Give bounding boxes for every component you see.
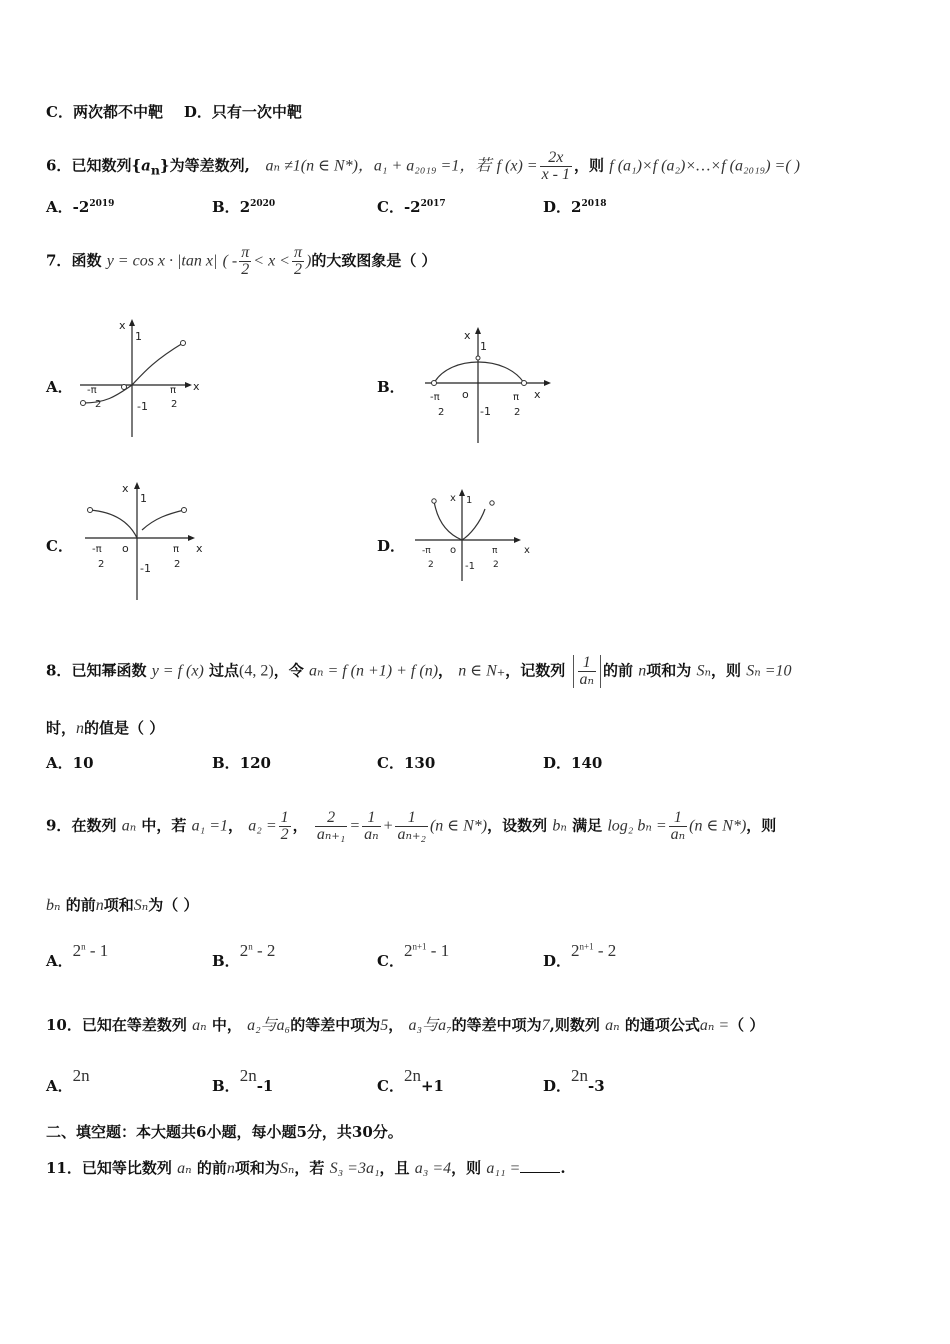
q6-option-a-base: -2 xyxy=(72,198,90,216)
q9-a2: a₂ = xyxy=(248,817,277,835)
q8-option-b xyxy=(212,752,271,773)
q7-stem xyxy=(46,245,437,278)
q7d-pi: π xyxy=(492,546,498,556)
q7b-origin: o xyxy=(462,388,469,401)
q7b-two: 2 xyxy=(514,407,521,418)
q8-stem xyxy=(46,655,792,688)
q7d-two: 2 xyxy=(493,560,499,570)
q9-line2c: 项和 xyxy=(103,896,134,914)
q9-log-frac xyxy=(669,810,687,843)
q8-option-c xyxy=(377,752,435,773)
q9-an: aₙ xyxy=(121,817,137,835)
q10-option-c-value: 2n xyxy=(403,1066,421,1085)
q8-number: 8． xyxy=(46,661,72,680)
q11-stem xyxy=(46,1158,566,1179)
q7a-neg-two: 2 xyxy=(95,399,102,410)
q9-t2-num: 1 xyxy=(395,810,428,827)
q9-log: log₂ bₙ = xyxy=(607,817,667,835)
q7-text1: 函数 xyxy=(71,251,102,270)
q10-text1: 已知在等差数列 xyxy=(81,1016,187,1034)
q7-option-b-label: B． xyxy=(377,378,405,396)
q6-option-a-exp: 2019 xyxy=(89,199,115,209)
q10-text2: 中， xyxy=(211,1016,242,1034)
q6-option-b-exp: 2020 xyxy=(250,199,276,209)
q7a-two: 2 xyxy=(171,399,178,410)
q6-option-d-label: D． xyxy=(543,198,572,216)
q8-set: n ∈ N₊ xyxy=(458,662,506,680)
q8-comma: ， xyxy=(438,661,454,680)
q8-frac-den: aₙ xyxy=(579,671,594,688)
q7b-neg-one: -1 xyxy=(480,405,491,418)
q7d-origin: o xyxy=(450,545,457,556)
q11-text3: 项和为 xyxy=(234,1159,280,1177)
q9-t1-num: 1 xyxy=(362,810,380,827)
q11-text2: 的前 xyxy=(196,1159,227,1177)
q7-graph-c xyxy=(80,478,220,603)
q10-text5: ,则数列 xyxy=(549,1016,600,1034)
q9-bn: bₙ xyxy=(552,817,567,835)
q10-formula: aₙ = xyxy=(699,1017,730,1034)
q7c-neg-pi: -π xyxy=(92,544,102,555)
q7c-y-axis-label: x xyxy=(122,482,129,495)
q8-fraction xyxy=(573,655,601,688)
q11-answer-blank[interactable] xyxy=(520,1172,560,1173)
q6-option-a-label: A． xyxy=(46,198,73,216)
q11-an: aₙ xyxy=(177,1160,192,1177)
q6-stem xyxy=(46,150,800,183)
q8-option-b-value: 120 xyxy=(239,754,271,772)
q7a-x-axis-label: x xyxy=(193,380,200,393)
q5-option-c: C．两次都不中靶 xyxy=(46,103,163,121)
q8-option-b-label: B． xyxy=(212,754,240,772)
q8-text6: 项和为 xyxy=(646,661,692,680)
q9-option-b-exp: n xyxy=(248,941,253,952)
q7-range-left: ( - xyxy=(222,252,238,270)
q9-plus: + xyxy=(382,817,394,835)
q9-text4: 满足 xyxy=(572,816,603,835)
q9-option-d-base: 2 xyxy=(571,941,580,960)
q7-option-d-label: D． xyxy=(377,537,406,555)
q6-option-c-exp: 2017 xyxy=(420,199,446,209)
q9-cond: (n ∈ N*) xyxy=(429,817,488,835)
q10-option-d xyxy=(543,1066,605,1096)
q7a-pi: π xyxy=(170,385,177,396)
q7-two-left: 2 xyxy=(241,261,250,278)
q8-text2: 过点 xyxy=(209,661,240,680)
q8-text4: ，记数列 xyxy=(505,661,566,680)
q9-comma2: ， xyxy=(292,816,308,835)
q8-frac-num: 1 xyxy=(578,655,596,672)
q6-option-d-exp: 2018 xyxy=(581,199,607,209)
q9-l-num: 1 xyxy=(669,810,687,827)
q7-lt: < x < xyxy=(253,252,290,270)
q9-eq: = xyxy=(349,817,361,835)
q10-option-d-tail: -3 xyxy=(588,1077,605,1095)
q9-rec-num: 2 xyxy=(315,810,348,827)
q7-frac-right xyxy=(292,245,304,278)
q10-v2: 7 xyxy=(541,1017,550,1034)
q9-line2-bn: bₙ xyxy=(46,897,61,914)
q10-option-c xyxy=(377,1066,444,1096)
q6-expression: f (a₁)×f (a₂)×…×f (a₂₀₁₉) =( ) xyxy=(609,157,800,175)
q9-text3: ，设数列 xyxy=(487,816,548,835)
q8-text3: ，令 xyxy=(273,661,304,680)
q7b-pi: π xyxy=(513,392,520,403)
q7a-neg-pi: -π xyxy=(87,385,97,396)
q6-text2: }为等差数列, xyxy=(159,156,250,175)
q9-line2-sn: Sₙ xyxy=(133,897,149,914)
q7-graph-b xyxy=(420,325,560,445)
q7-text2: 的大致图象是（ ） xyxy=(311,251,437,270)
q9-half-num: 1 xyxy=(280,809,289,826)
q10-option-b-value: 2n xyxy=(239,1066,257,1085)
q7d-x-axis-label: x xyxy=(524,545,530,556)
q8-function: y = f (x) xyxy=(151,662,204,680)
q9-option-b-label: B． xyxy=(212,952,240,970)
q10-option-a-label: A． xyxy=(46,1077,73,1095)
q9-half-den: 2 xyxy=(280,826,289,843)
q7b-neg-pi: -π xyxy=(430,392,440,403)
q7c-two: 2 xyxy=(174,559,181,570)
q6-option-a xyxy=(46,196,114,217)
q9-option-a-tail: - 1 xyxy=(85,941,109,960)
q7-graph-d xyxy=(410,485,540,585)
section-heading: 二、填空题：本大题共6小题，每小题5分，共30分。 xyxy=(46,1123,403,1141)
q7-function: y = cos x · |tan x| xyxy=(106,252,218,270)
q8-an: aₙ = f (n +1) + f (n) xyxy=(308,662,439,680)
q11-text5: ，且 xyxy=(379,1159,410,1177)
q8-point: (4, 2) xyxy=(239,662,274,680)
q7-option-c-label: C． xyxy=(46,537,73,555)
q11-eq2: a₃ =4 xyxy=(414,1160,452,1177)
q9-option-b-base: 2 xyxy=(239,941,249,960)
q11-end: . xyxy=(560,1159,566,1177)
q11-eq1: S₃ =3a₁ xyxy=(329,1160,380,1177)
q11-number: 11． xyxy=(46,1159,82,1177)
q10-text7: （ ） xyxy=(729,1016,765,1034)
q11-text6: ，则 xyxy=(451,1159,482,1177)
q8-option-d xyxy=(543,752,602,773)
q7c-x-axis-label: x xyxy=(196,542,203,555)
q8-option-d-label: D． xyxy=(543,754,572,772)
q9-option-c xyxy=(377,941,450,971)
q10-option-d-value: 2n xyxy=(571,1066,589,1085)
q7a-one: 1 xyxy=(135,330,142,343)
q9-option-d-label: D． xyxy=(543,952,572,970)
q6-option-c xyxy=(377,196,446,217)
q9-option-b-tail: - 2 xyxy=(252,941,276,960)
q7d-one: 1 xyxy=(466,495,473,506)
q7c-origin: o xyxy=(122,542,129,555)
q6-text1: 已知数列{ xyxy=(71,156,142,175)
q9-t2-den: aₙ₊₂ xyxy=(397,826,426,843)
q10-comma: ， xyxy=(388,1016,404,1034)
q9-line2d: 为（ ） xyxy=(148,896,199,914)
q8-option-d-value: 140 xyxy=(571,754,603,772)
q10-option-d-label: D． xyxy=(543,1077,572,1095)
q8-n: n xyxy=(638,662,647,680)
q7-pi-top-right: π xyxy=(293,244,302,261)
q7d-neg-pi: -π xyxy=(422,546,431,556)
q7-range-right: ) xyxy=(305,252,312,270)
q11-text4: ，若 xyxy=(294,1159,325,1177)
q9-option-d xyxy=(543,941,617,971)
q8-stem-line2 xyxy=(46,718,164,739)
q7c-pi: π xyxy=(173,544,180,555)
q10-stem xyxy=(46,1015,764,1036)
q7-frac-left xyxy=(239,245,251,278)
q7c-neg-two: 2 xyxy=(98,559,105,570)
q10-option-c-label: C． xyxy=(377,1077,404,1095)
q9-option-b xyxy=(212,941,276,971)
q9-line2-n: n xyxy=(95,897,104,914)
q9-text1: 在数列 xyxy=(71,816,117,835)
q6-an: a xyxy=(141,156,151,175)
q6-frac-den: x - 1 xyxy=(541,166,570,183)
q7a-neg-one: -1 xyxy=(137,400,148,413)
q7c-one: 1 xyxy=(140,492,147,505)
q6-option-c-base: -2 xyxy=(403,198,421,216)
q10-number: 10． xyxy=(46,1016,82,1034)
q6-function: f (x) = xyxy=(496,157,538,175)
q10-text6: 的通项公式 xyxy=(624,1016,700,1034)
q10-option-b-label: B． xyxy=(212,1077,240,1095)
q8-line2b: 的值是（ ） xyxy=(84,719,165,737)
q9-option-a xyxy=(46,941,109,971)
q10-option-a xyxy=(46,1066,90,1096)
q8-line2a: 时， xyxy=(46,719,77,737)
q7-number: 7． xyxy=(46,251,72,270)
q9-option-d-tail: - 2 xyxy=(593,941,617,960)
q11-text1: 已知等比数列 xyxy=(81,1159,172,1177)
q11-ask: a₁₁ = xyxy=(486,1160,521,1177)
q6-option-d xyxy=(543,196,607,217)
q7b-neg-two: 2 xyxy=(438,407,445,418)
q6-option-b xyxy=(212,196,275,217)
q10-option-b xyxy=(212,1066,274,1096)
q10-text3: 的等差中项为 xyxy=(290,1016,381,1034)
q8-line2-n: n xyxy=(76,720,85,737)
q10-pair1: a₂与a₆ xyxy=(247,1017,291,1034)
q7a-y-axis-label: x xyxy=(119,319,126,332)
q9-a1: a₁ =1 xyxy=(191,817,229,835)
q9-option-c-base: 2 xyxy=(403,941,413,960)
q9-option-a-base: 2 xyxy=(72,941,82,960)
q9-option-c-exp: n+1 xyxy=(412,941,427,952)
q10-v1: 5 xyxy=(380,1017,389,1034)
q9-option-c-label: C． xyxy=(377,952,404,970)
q7-graph-a xyxy=(75,315,215,440)
q6-frac-num: 2x xyxy=(540,150,572,167)
q6-fraction xyxy=(540,150,572,183)
q9-t2 xyxy=(395,810,428,843)
q7-two-right: 2 xyxy=(293,261,302,278)
q9-line2b: 的前 xyxy=(65,896,96,914)
q9-cond2: (n ∈ N*) xyxy=(689,817,747,835)
q7c-neg-one: -1 xyxy=(140,562,151,575)
q10-an2: aₙ xyxy=(605,1017,620,1034)
q9-number: 9． xyxy=(46,816,72,835)
q9-t1 xyxy=(362,810,380,843)
q8-text5: 的前 xyxy=(602,661,633,680)
q10-text4: 的等差中项为 xyxy=(451,1016,542,1034)
q11-n: n xyxy=(226,1160,235,1177)
q11-sn: Sₙ xyxy=(279,1160,295,1177)
q8-option-a xyxy=(46,752,94,773)
q9-l-den: aₙ xyxy=(670,826,686,843)
q9-option-a-label: A． xyxy=(46,952,73,970)
q7-option-a-label: A． xyxy=(46,378,73,396)
q8-text1: 已知幂函数 xyxy=(71,661,147,680)
q10-option-b-tail: -1 xyxy=(256,1077,274,1095)
q8-option-a-value: 10 xyxy=(72,754,94,772)
q7d-y-axis-label: x xyxy=(450,493,456,504)
q10-option-c-tail: +1 xyxy=(420,1077,444,1095)
q8-text7: ，则 xyxy=(710,661,741,680)
q9-comma1: ， xyxy=(228,816,244,835)
q9-text5: ，则 xyxy=(746,816,777,835)
q9-option-c-tail: - 1 xyxy=(426,941,450,960)
q7d-neg-two: 2 xyxy=(428,560,434,570)
q8-option-a-label: A． xyxy=(46,754,73,772)
q6-number: 6． xyxy=(46,156,72,175)
q9-rec-left xyxy=(315,810,348,843)
q6-then: ，则 xyxy=(574,156,605,175)
q6-option-c-label: C． xyxy=(377,198,404,216)
q8-sn-eq: Sₙ =10 xyxy=(746,662,792,680)
q6-condition: aₙ ≠1(n ∈ N*)，a₁ + a₂₀₁₉ =1，若 xyxy=(265,157,492,175)
q8-option-c-label: C． xyxy=(377,754,404,772)
q5-option-d: D．只有一次中靶 xyxy=(183,103,302,121)
q9-stem xyxy=(46,810,776,843)
q10-option-a-value: 2n xyxy=(72,1066,90,1085)
q7d-neg-one: -1 xyxy=(465,561,475,572)
q7b-one: 1 xyxy=(480,340,487,353)
q7-pi-top-left: π xyxy=(241,244,250,261)
q8-option-c-value: 130 xyxy=(403,754,436,772)
q7b-x-axis-label: x xyxy=(534,388,541,401)
q6-option-b-label: B． xyxy=(212,198,240,216)
q7b-y-axis-label: x xyxy=(464,329,471,342)
q9-stem-line2 xyxy=(46,895,198,916)
q6-an-sub: n xyxy=(150,162,160,178)
q9-option-a-exp: n xyxy=(81,941,86,952)
q10-pair2: a₃与a₇ xyxy=(408,1017,452,1034)
q9-option-d-exp: n+1 xyxy=(579,941,594,952)
q6-option-d-base: 2 xyxy=(571,198,582,216)
q5-options-cd xyxy=(46,102,302,122)
q10-an: aₙ xyxy=(192,1017,207,1034)
q6-option-b-base: 2 xyxy=(239,198,251,216)
q9-half xyxy=(279,810,291,843)
q9-t1-den: aₙ xyxy=(364,826,379,843)
q9-rec-den: aₙ₊₁ xyxy=(316,826,346,843)
q9-text2: 中，若 xyxy=(141,816,187,835)
q8-sn: Sₙ xyxy=(696,662,711,680)
